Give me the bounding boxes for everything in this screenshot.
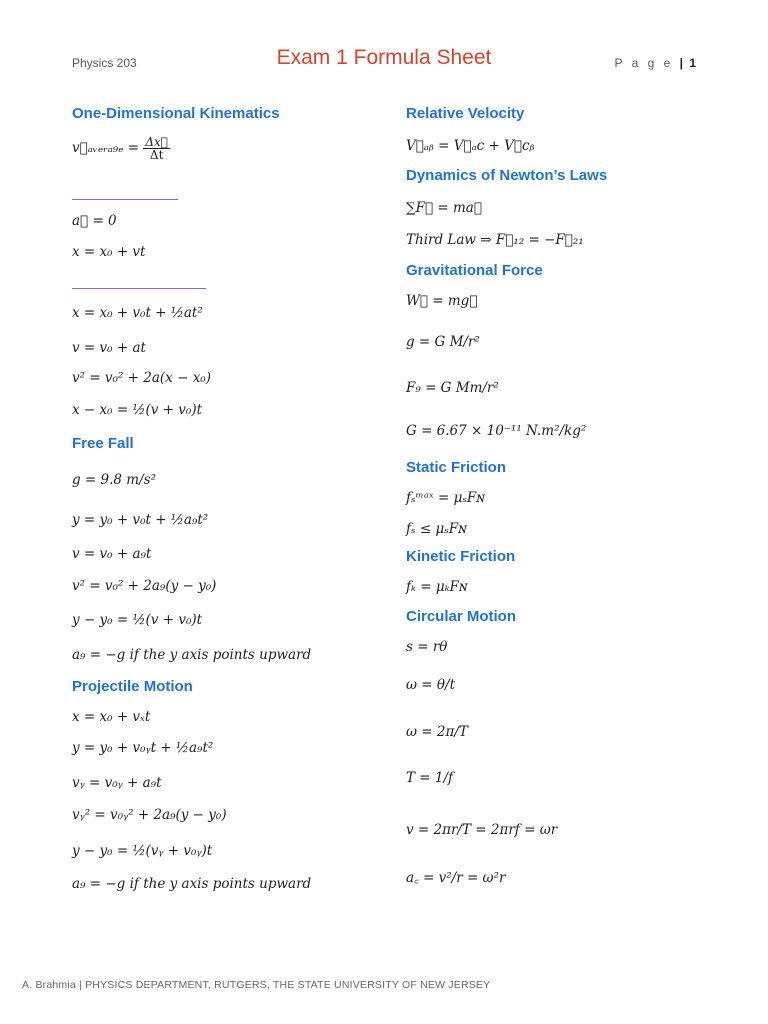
eq-gravitational-constant: G = 6.67 × 10⁻¹¹ N.m²/kg²: [406, 423, 587, 439]
eq-zero-acceleration: a⃗ = 0: [72, 213, 117, 229]
eq-projectile-note: a₉ = −g if the y axis points upward: [72, 876, 312, 892]
eq-tangential-speed: v = 2πr/T = 2πrf = ωr: [406, 822, 558, 838]
eq-centripetal-acceleration: a꜀ = v²/r = ω²r: [406, 870, 506, 886]
heading-static-friction: Static Friction: [406, 459, 507, 476]
eq-projectile-y: y = y₀ + v₀ᵧt + ½a₉t²: [72, 740, 214, 756]
eq-average-velocity-lhs: v⃗ₐᵥₑᵣₐ₉ₑ =: [72, 140, 140, 156]
eq-relative-velocity: V⃗ₐᵦ = V⃗ₐc + V⃗cᵦ: [406, 138, 535, 154]
eq-weight: W⃗ = mg⃗: [406, 293, 478, 309]
eq-angular-velocity-theta: ω = θ/t: [406, 677, 456, 693]
eq-kinematic-displacement: x − x₀ = ½(v + v₀)t: [72, 402, 203, 418]
eq-average-velocity-fraction: [143, 136, 170, 161]
eq-period: T = 1/f: [406, 770, 454, 786]
eq-freefall-position: y = y₀ + v₀t + ½a₉t²: [72, 512, 209, 528]
eq-constant-velocity: x = x₀ + vt: [72, 244, 146, 260]
eq-freefall-velocity: v = v₀ + a₉t: [72, 546, 152, 562]
eq-kinematic-position: x = x₀ + v₀t + ½at²: [72, 305, 203, 321]
heading-relative-velocity: Relative Velocity: [406, 105, 525, 122]
page-separator: |: [679, 56, 683, 70]
page-number: 1: [689, 56, 696, 70]
eq-gravity-value: g = 9.8 m/s²: [72, 472, 156, 488]
page-indicator: [614, 56, 696, 70]
page-title: Exam 1 Formula Sheet: [276, 46, 492, 69]
heading-free-fall: Free Fall: [72, 435, 134, 452]
eq-newton-second-law: ∑F⃗ = ma⃗: [406, 200, 482, 216]
heading-kinetic-friction: Kinetic Friction: [406, 548, 516, 565]
heading-kinematics: One-Dimensional Kinematics: [72, 105, 280, 122]
eq-projectile-vy-squared: vᵧ² = v₀ᵧ² + 2a₉(y − y₀): [72, 807, 227, 823]
eq-static-friction-inequality: fₛ ≤ μₛFɴ: [406, 521, 467, 537]
eq-average-velocity-den: Δt: [149, 148, 164, 162]
eq-kinetic-friction: fₖ = μₖFɴ: [406, 579, 468, 595]
heading-circular-motion: Circular Motion: [406, 608, 517, 625]
divider-rule: [72, 199, 178, 200]
eq-average-velocity: [72, 136, 170, 161]
heading-projectile-motion: Projectile Motion: [72, 678, 193, 695]
heading-gravitational-force: Gravitational Force: [406, 262, 543, 279]
course-name: Physics 203: [72, 56, 137, 70]
eq-projectile-displacement: y − y₀ = ½(vᵧ + v₀ᵧ)t: [72, 843, 213, 859]
page-label: P a g e: [614, 56, 674, 70]
eq-average-velocity-num: Δx⃗: [145, 135, 168, 149]
eq-gravity-field: g = G M/r²: [406, 334, 480, 350]
eq-arc-length: s = rθ: [406, 639, 448, 655]
eq-gravitational-force: F₉ = G Mm/r²: [406, 380, 499, 396]
eq-newton-third-law: Third Law ⇒ F⃗₁₂ = −F⃗₂₁: [406, 232, 584, 248]
eq-static-friction-max: fₛᵐᵃˣ = μₛFɴ: [406, 490, 485, 506]
eq-projectile-x: x = x₀ + vₓt: [72, 709, 151, 725]
heading-newtons-laws: Dynamics of Newton’s Laws: [406, 167, 608, 184]
eq-kinematic-velocity-squared: v² = v₀² + 2a(x − x₀): [72, 370, 211, 386]
divider-rule: [72, 288, 206, 289]
eq-freefall-displacement: y − y₀ = ½(v + v₀)t: [72, 612, 203, 628]
eq-freefall-velocity-squared: v² = v₀² + 2a₉(y − y₀): [72, 578, 217, 594]
eq-projectile-vy: vᵧ = v₀ᵧ + a₉t: [72, 775, 162, 791]
eq-freefall-note: a₉ = −g if the y axis points upward: [72, 647, 312, 663]
eq-angular-velocity-period: ω = 2π/T: [406, 724, 468, 740]
eq-kinematic-velocity: v = v₀ + at: [72, 340, 146, 356]
page-footer: A. Brahmia | PHYSICS DEPARTMENT, RUTGERS, THE STATE UNIVERSITY OF NEW JERSEY: [22, 979, 491, 991]
